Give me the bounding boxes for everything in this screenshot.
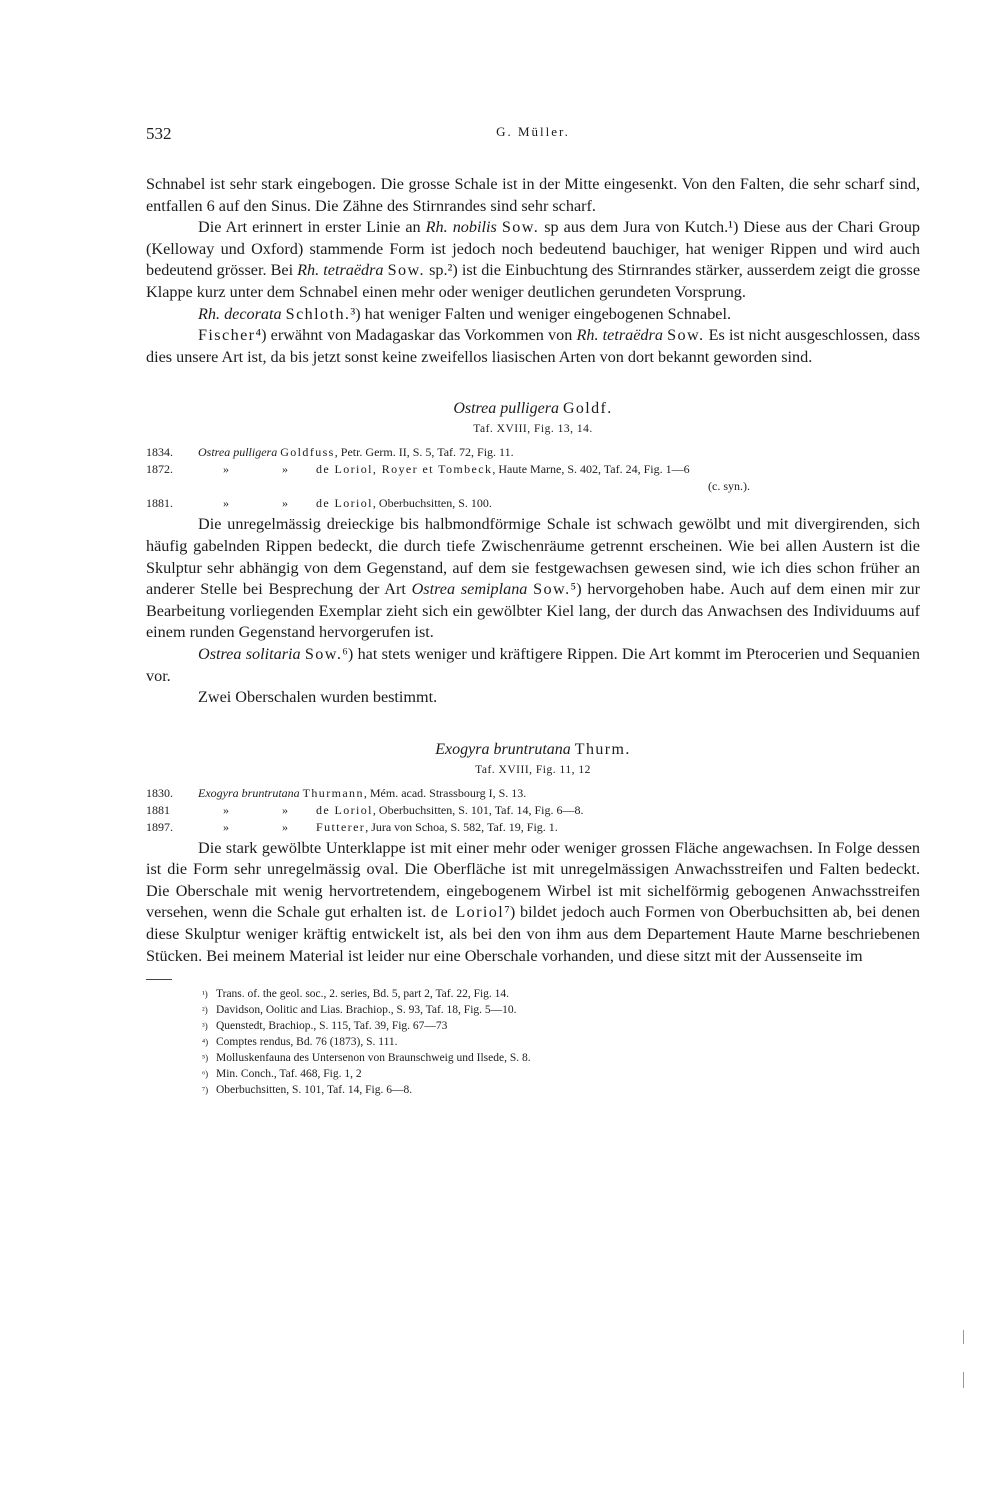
synonymy-year: 1872. — [146, 462, 173, 477]
ditto-mark: » — [282, 496, 288, 511]
synonymy-entry — [146, 819, 920, 836]
footnote-mark: ¹) — [202, 989, 208, 1000]
species-name: Exogyra bruntrutana — [198, 785, 300, 800]
footnote-mark: ⁷) — [202, 1085, 209, 1096]
synonymy-year: 1881. — [146, 496, 173, 511]
body-text — [146, 174, 920, 1098]
paragraph — [146, 644, 920, 687]
text-run: Die unregelmässig dreieckige bis halbmondförmige Schale ist schwach gewölbt und mit divergirenden, sich häufig gabelnden Rippen bedeckt, die durch tiefe Zwischenräume getrennt erscheinen. Wie bei allen Austern ist die Skulptur sehr abhängig von dem Gegenstand, auf dem sie festgewachsen gewesen sind, wie ich dies schon früher an anderer Stelle bei Besprechung der Art — [146, 515, 920, 599]
species-heading — [146, 398, 920, 419]
text-run: ³) hat weniger Falten und weniger eingebogenen Schnabel. — [350, 304, 732, 323]
footnote-mark: ³) — [202, 1021, 208, 1032]
ditto-mark: » — [223, 802, 229, 817]
synonymy-reference: , Oberbuchsitten, S. 101, Taf. 14, Fig. 6—8. — [372, 802, 584, 817]
scan-edge-mark — [963, 1330, 964, 1344]
text-run: ⁴) erwähnt von Madagaskar das Vorkommen von — [255, 326, 577, 345]
synonymy-reference: , Haute Marne, S. 402, Taf. 24, Fig. 1—6 — [492, 462, 690, 477]
footnote — [202, 1002, 920, 1018]
synonymy-entry — [146, 461, 920, 478]
species-name: Ostrea solitaria — [198, 644, 301, 663]
footnote-mark: ⁶) — [202, 1069, 209, 1080]
footnote — [202, 1018, 920, 1034]
synonymy-continuation: (c. syn.). — [708, 479, 750, 494]
ditto-mark: » — [223, 819, 229, 834]
paragraph — [146, 838, 920, 968]
synonymy-author: Futterer — [316, 819, 366, 834]
text-run: ⁵) hervorgehoben habe. Auch auf dem einen mir zur Bearbeitung vorliegenden Exemplar zieht sich ein gewölbter Kiel lang, der durch das Anwachsen des Individuums auf einem runden Gegenstand hervorgerufen ist. — [146, 580, 920, 642]
species-name: Ostrea pulligera — [453, 400, 559, 418]
species-name: Rh. tetraëdra — [297, 261, 384, 280]
text-run: ⁷) bildet jedoch auch Formen von Oberbuchsitten ab, bei denen diese Skulptur weniger kräftig entwickelt ist, als bei den von ihm aus dem Departement Haute Marne beschriebenen Stücken. Bei meinem Material ist leider nur eine Oberschale vorhanden, und diese sitzt mit der Aussenseite im — [146, 903, 920, 965]
synonymy-entry — [146, 444, 920, 461]
scan-edge-mark — [963, 1372, 964, 1388]
page-number: 532 — [146, 124, 172, 143]
text-run: sp.²) ist die Einbuchtung des Stirnrandes stärker, ausserdem zeigt die grosse Klappe kurz unter dem Schnabel einen mehr oder weniger deutlichen gerundeten Vorsprung. — [146, 261, 921, 301]
footnote-mark: ²) — [202, 1005, 208, 1016]
species-author: Sow. — [667, 326, 705, 345]
footnote — [202, 986, 920, 1002]
species-name: Rh. tetraëdra — [576, 326, 663, 345]
footnote-text: Quenstedt, Brachiop., S. 115, Taf. 39, Fig. 67—73 — [216, 1020, 448, 1033]
species-author: Sow. — [387, 261, 425, 280]
species-name: Ostrea pulligera — [198, 445, 278, 460]
synonymy-author: Thurmann — [302, 785, 364, 800]
ditto-mark: » — [223, 462, 229, 477]
footnote-text: Molluskenfauna des Untersenon von Braunschweig und Ilsede, S. 8. — [216, 1052, 531, 1065]
species-author: Goldf. — [562, 400, 613, 418]
synonymy-author: de Loriol — [316, 496, 373, 511]
synonymy-year: 1897. — [146, 819, 173, 834]
ditto-mark: » — [223, 496, 229, 511]
synonymy-entry — [146, 802, 920, 819]
species-name: Rh. decorata — [198, 304, 282, 323]
species-name: Rh. nobilis — [425, 218, 497, 237]
footnote — [202, 1082, 920, 1098]
species-author: Thurm. — [574, 740, 631, 758]
footnote-mark: ⁴) — [202, 1037, 209, 1048]
running-head-author: G. Müller. — [496, 124, 570, 139]
footnote-text: Min. Conch., Taf. 468, Fig. 1, 2 — [216, 1068, 362, 1081]
synonymy-year: 1834. — [146, 445, 173, 460]
author-name: de Loriol — [431, 903, 505, 922]
footnote-text: Davidson, Oolitic and Lias. Brachiop., S. 93, Taf. 18, Fig. 5—10. — [216, 1004, 517, 1017]
synonymy-entry — [146, 785, 920, 802]
synonymy-list — [146, 444, 920, 512]
footnote-text: Comptes rendus, Bd. 76 (1873), S. 111. — [216, 1036, 398, 1049]
footnote-mark: ⁵) — [202, 1053, 209, 1064]
species-name: Ostrea semiplana — [411, 580, 528, 599]
species-heading — [146, 739, 920, 760]
paragraph — [146, 304, 920, 326]
footnote — [202, 1050, 920, 1066]
synonymy-year: 1830. — [146, 785, 173, 800]
text-run: Die Art erinnert in erster Linie an — [198, 218, 426, 237]
synonymy-reference: , Jura von Schoa, S. 582, Taf. 19, Fig. 1. — [365, 819, 558, 834]
synonymy-year: 1881 — [146, 802, 170, 817]
ditto-mark: » — [282, 462, 288, 477]
synonymy-list — [146, 785, 920, 836]
paragraph: Zwei Oberschalen wurden bestimmt. — [198, 688, 438, 707]
text-run: Die stark gewölbte Unterklappe ist mit einer mehr oder weniger grossen Fläche angewachsen. In Folge dessen ist die Form sehr unregelmässig oval. Die Oberfläche ist mit unregelmässigen Anwachsstreifen und Falten bedeckt. Die Oberschale mit wenig hervortretendem, eingebogenem Wirbel ist mit sichelförmig gebogenen Anwachsstreifen versehen, wenn die Schale gut erhalten ist. — [146, 838, 920, 922]
plate-reference: Taf. XVIII, Fig. 13, 14. — [473, 423, 593, 436]
species-name: Exogyra bruntrutana — [435, 740, 571, 758]
footnote — [202, 1066, 920, 1082]
footnote-text: Oberbuchsitten, S. 101, Taf. 14, Fig. 6—8. — [216, 1084, 413, 1097]
text-run: ⁶) hat stets weniger und kräftigere Rippen. Die Art kommt im Pterocerien und Sequanien vor. — [146, 644, 920, 685]
paragraph — [146, 514, 920, 644]
species-author: Sow. — [501, 218, 540, 237]
synonymy-author: de Loriol, Royer et Tombeck — [316, 462, 493, 477]
author-name: Fischer — [198, 326, 256, 345]
text-run: Es ist nicht ausgeschlossen, dass dies unsere Art ist, da bis jetzt sonst keine zweifellos liasischen Arten von dort bekannt geworden sind. — [146, 326, 921, 366]
ditto-mark: » — [282, 819, 288, 834]
plate-reference: Taf. XVIII, Fig. 11, 12 — [475, 763, 591, 776]
footnote-text: Trans. of. the geol. soc., 2. series, Bd. 5, part 2, Taf. 22, Fig. 14. — [216, 988, 510, 1001]
synonymy-author: Goldfuss — [280, 445, 335, 460]
synonymy-reference: , Oberbuchsitten, S. 100. — [372, 496, 492, 511]
species-author: Sow. — [533, 580, 571, 599]
species-author: Schloth. — [285, 304, 351, 323]
paragraph — [146, 325, 920, 368]
text-run: sp aus dem Jura von Kutch.¹) Diese aus der Chari Group (Kelloway und Oxford) stammende Form ist jedoch noch bedeutend bauchiger, hat weniger Rippen und wird auch bedeutend grösser. Bei — [146, 218, 921, 280]
running-head — [146, 124, 920, 146]
paragraph — [146, 217, 920, 303]
paragraph: Schnabel ist sehr stark eingebogen. Die grosse Schale ist in der Mitte eingesenkt. Von den Falten, die sehr scharf sind, entfallen 6 auf den Sinus. Die Zähne des Stirnrandes sind sehr scharf. — [146, 175, 920, 215]
synonymy-reference: , Mém. acad. Strassbourg I, S. 13. — [363, 785, 527, 800]
synonymy-entry — [146, 495, 920, 512]
species-author: Sow. — [304, 644, 343, 663]
synonymy-author: de Loriol — [316, 802, 373, 817]
footnote-rule — [146, 979, 172, 980]
footnotes — [146, 986, 920, 1098]
synonymy-reference: , Petr. Germ. II, S. 5, Taf. 72, Fig. 11. — [334, 445, 514, 460]
ditto-mark: » — [282, 802, 288, 817]
footnote — [202, 1034, 920, 1050]
